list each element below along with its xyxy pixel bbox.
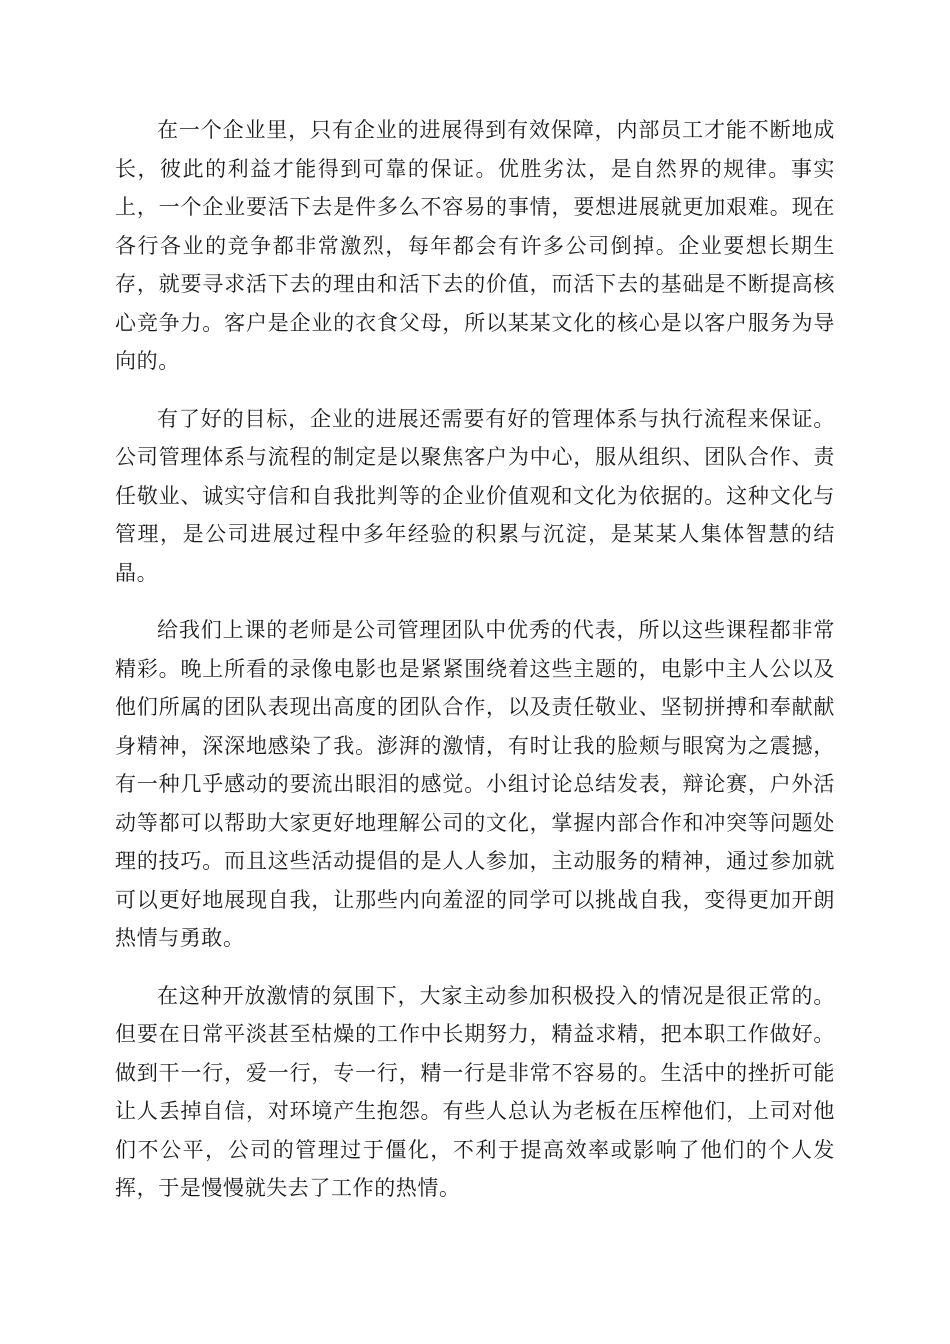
paragraph-3: 给我们上课的老师是公司管理团队中优秀的代表，所以这些课程都非常精彩。晚上所看的录像电影也是紧紧围绕着这些主题的，电影中主人公以及他们所属的团队表现出高度的团队合作，以及责任敬业、坚韧拼搏和奉献献身精神，深深地感染了我。澎湃的激情，有时让我的脸颊与眼窝为之震撼，有一种几乎感动的要流出眼泪的感觉。小组讨论总结发表，辩论赛，户外活动等都可以帮助大家更好地理解公司的文化，掌握内部合作和冲突等问题处理的技巧。而且这些活动提倡的是人人参加，主动服务的精神，通过参加就可以更好地展现自我，让那些内向羞涩的同学可以挑战自我，变得更加开朗热情与勇敢。 xyxy=(115,618,835,950)
paragraph-4: 在这种开放激情的氛围下，大家主动参加积极投入的情况是很正常的。但要在日常平淡甚至枯燥的工作中长期努力，精益求精，把本职工作做好。做到干一行，爱一行，专一行，精一行是非常不容易的。生活中的挫折可能让人丢掉自信，对环境产生抱怨。有些人总认为老板在压榨他们，上司对他们不公平，公司的管理过于僵化，不利于提高效率或影响了他们的个人发挥，于是慢慢就失去了工作的热情。 xyxy=(115,983,835,1200)
paragraph-2: 有了好的目标，企业的进展还需要有好的管理体系与执行流程来保证。公司管理体系与流程的制定是以聚焦客户为中心，服从组织、团队合作、责任敬业、诚实守信和自我批判等的企业价值观和文化为依据的。这种文化与管理，是公司进展过程中多年经验的积累与沉淀，是某某人集体智慧的结晶。 xyxy=(115,406,835,585)
document-body xyxy=(115,111,835,1227)
paragraph-1: 在一个企业里，只有企业的进展得到有效保障，内部员工才能不断地成长，彼此的利益才能得到可靠的保证。优胜劣汰，是自然界的规律。事实上，一个企业要活下去是件多么不容易的事情，要想进展就更加艰难。现在各行各业的竞争都非常激烈，每年都会有许多公司倒掉。企业要想长期生存，就要寻求活下去的理由和活下去的价值，而活下去的基础是不断提高核心竞争力。客户是企业的衣食父母，所以某某文化的核心是以客户服务为导向的。 xyxy=(115,118,835,373)
